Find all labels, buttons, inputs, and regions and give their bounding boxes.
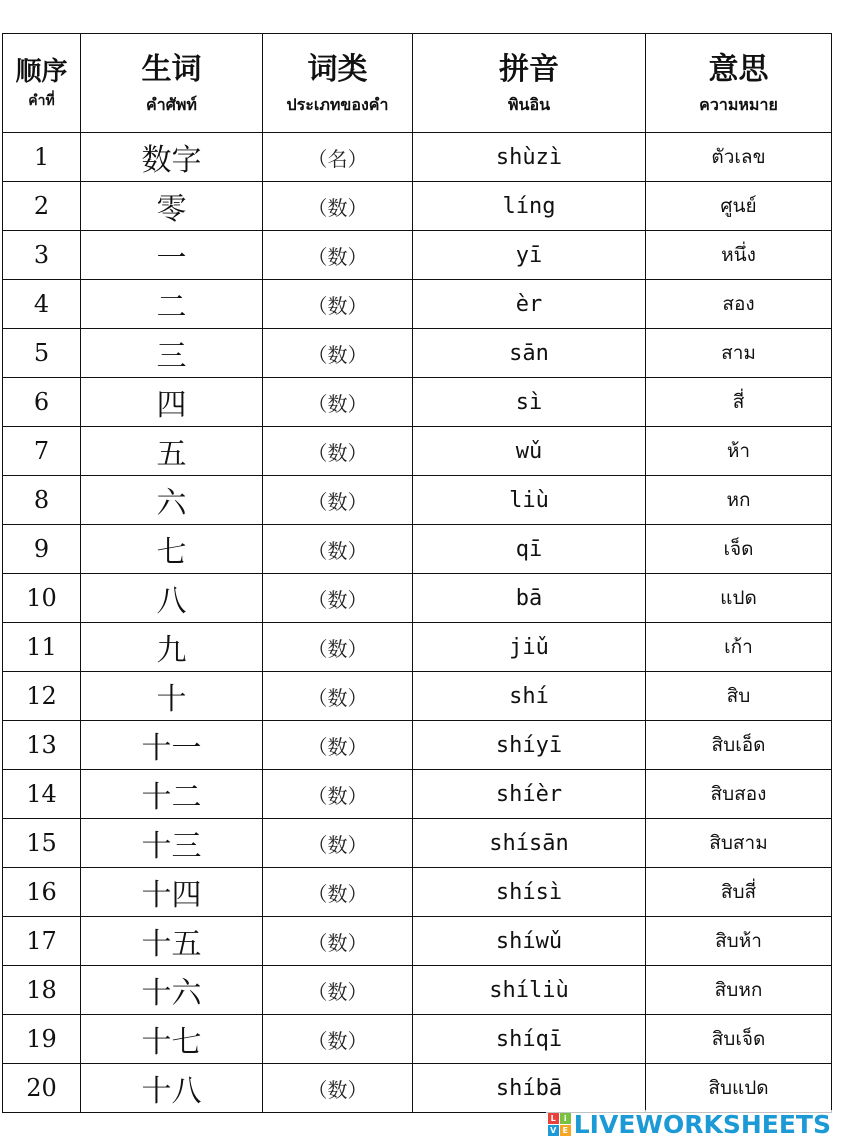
cell-number: 14	[3, 770, 81, 819]
cell-meaning: สิบหก	[646, 966, 832, 1015]
cell-word-class: （数）	[263, 182, 413, 231]
cell-pinyin: sì	[413, 378, 646, 427]
table-row	[3, 182, 832, 231]
cell-word-class: （数）	[263, 917, 413, 966]
table-row	[3, 476, 832, 525]
header-class-cn: 词类	[307, 52, 368, 88]
cell-number: 9	[3, 525, 81, 574]
cell-pinyin: sān	[413, 329, 646, 378]
cell-word: 数字	[81, 133, 263, 182]
table-row	[3, 525, 832, 574]
cell-word: 十七	[81, 1015, 263, 1064]
table-row	[3, 623, 832, 672]
cell-meaning: สิบเอ็ด	[646, 721, 832, 770]
table-row	[3, 574, 832, 623]
cell-meaning: สิบเจ็ด	[646, 1015, 832, 1064]
cell-number: 15	[3, 819, 81, 868]
table-row	[3, 868, 832, 917]
header-row	[3, 34, 832, 133]
logo-letter: V	[548, 1125, 559, 1136]
table-row	[3, 1064, 832, 1113]
table-row	[3, 1015, 832, 1064]
header-word-cn: 生词	[141, 52, 202, 88]
cell-meaning: สาม	[646, 329, 832, 378]
cell-word-class: （数）	[263, 623, 413, 672]
header-word-th: คำศัพท์	[146, 94, 197, 114]
cell-word-class: （数）	[263, 966, 413, 1015]
cell-word: 九	[81, 623, 263, 672]
cell-number: 11	[3, 623, 81, 672]
cell-number: 20	[3, 1064, 81, 1113]
header-order-cn: 顺序	[15, 57, 68, 87]
cell-pinyin: yī	[413, 231, 646, 280]
cell-meaning: หนึ่ง	[646, 231, 832, 280]
cell-meaning: สิบสี่	[646, 868, 832, 917]
logo-letter: L	[548, 1113, 559, 1124]
table-row	[3, 770, 832, 819]
cell-pinyin: shí	[413, 672, 646, 721]
cell-meaning: สิบสอง	[646, 770, 832, 819]
cell-meaning: สี่	[646, 378, 832, 427]
table-row	[3, 231, 832, 280]
cell-pinyin: bā	[413, 574, 646, 623]
cell-pinyin: jiǔ	[413, 623, 646, 672]
cell-word-class: （名）	[263, 133, 413, 182]
cell-word: 十四	[81, 868, 263, 917]
cell-word: 一	[81, 231, 263, 280]
header-class	[263, 34, 413, 133]
cell-number: 1	[3, 133, 81, 182]
cell-number: 17	[3, 917, 81, 966]
cell-word: 八	[81, 574, 263, 623]
cell-pinyin: shíqī	[413, 1015, 646, 1064]
cell-pinyin: shíbā	[413, 1064, 646, 1113]
cell-pinyin: shíwǔ	[413, 917, 646, 966]
cell-word: 十八	[81, 1064, 263, 1113]
cell-number: 10	[3, 574, 81, 623]
cell-word-class: （数）	[263, 476, 413, 525]
cell-word-class: （数）	[263, 819, 413, 868]
cell-number: 4	[3, 280, 81, 329]
table-body	[3, 133, 832, 1113]
cell-word: 三	[81, 329, 263, 378]
cell-meaning: สิบแปด	[646, 1064, 832, 1113]
header-pinyin	[413, 34, 646, 133]
cell-word-class: （数）	[263, 329, 413, 378]
table-row	[3, 672, 832, 721]
cell-word: 十一	[81, 721, 263, 770]
cell-word-class: （数）	[263, 1064, 413, 1113]
header-pinyin-th: พินอิน	[507, 94, 551, 114]
header-class-th: ประเภทของคำ	[286, 94, 389, 114]
cell-meaning: สิบสาม	[646, 819, 832, 868]
cell-word: 六	[81, 476, 263, 525]
cell-number: 18	[3, 966, 81, 1015]
cell-meaning: แปด	[646, 574, 832, 623]
table-row	[3, 329, 832, 378]
header-pinyin-cn: 拼音	[499, 52, 559, 88]
cell-pinyin: liù	[413, 476, 646, 525]
cell-word-class: （数）	[263, 378, 413, 427]
cell-pinyin: líng	[413, 182, 646, 231]
cell-pinyin: shíyī	[413, 721, 646, 770]
cell-pinyin: shíèr	[413, 770, 646, 819]
cell-pinyin: qī	[413, 525, 646, 574]
logo-letter: E	[560, 1125, 571, 1136]
header-word	[81, 34, 263, 133]
cell-word: 十二	[81, 770, 263, 819]
cell-meaning: เจ็ด	[646, 525, 832, 574]
table-row	[3, 378, 832, 427]
cell-meaning: สิบ	[646, 672, 832, 721]
table-row	[3, 133, 832, 182]
cell-number: 6	[3, 378, 81, 427]
cell-word-class: （数）	[263, 868, 413, 917]
cell-number: 2	[3, 182, 81, 231]
cell-number: 8	[3, 476, 81, 525]
cell-word-class: （数）	[263, 721, 413, 770]
cell-meaning: หก	[646, 476, 832, 525]
cell-word: 二	[81, 280, 263, 329]
cell-number: 3	[3, 231, 81, 280]
cell-word-class: （数）	[263, 231, 413, 280]
table-row	[3, 721, 832, 770]
cell-number: 13	[3, 721, 81, 770]
cell-meaning: ศูนย์	[646, 182, 832, 231]
cell-word: 七	[81, 525, 263, 574]
table-row	[3, 917, 832, 966]
cell-word-class: （数）	[263, 770, 413, 819]
cell-number: 7	[3, 427, 81, 476]
cell-number: 5	[3, 329, 81, 378]
liveworksheets-logo-icon	[548, 1113, 571, 1136]
cell-word-class: （数）	[263, 525, 413, 574]
cell-meaning: เก้า	[646, 623, 832, 672]
cell-word-class: （数）	[263, 1015, 413, 1064]
watermark-text: LIVEWORKSHEETS	[573, 1110, 831, 1139]
cell-pinyin: èr	[413, 280, 646, 329]
cell-meaning: ตัวเลข	[646, 133, 832, 182]
cell-pinyin: shíliù	[413, 966, 646, 1015]
cell-word: 十五	[81, 917, 263, 966]
table-row	[3, 819, 832, 868]
cell-number: 16	[3, 868, 81, 917]
cell-word-class: （数）	[263, 574, 413, 623]
table-row	[3, 280, 832, 329]
header-meaning-th: ความหมาย	[699, 94, 778, 114]
cell-pinyin: shísì	[413, 868, 646, 917]
table-row	[3, 427, 832, 476]
cell-pinyin: shùzì	[413, 133, 646, 182]
table-row	[3, 966, 832, 1015]
cell-pinyin: shísān	[413, 819, 646, 868]
header-order-th: คำที่	[28, 92, 55, 109]
header-meaning	[646, 34, 832, 133]
cell-meaning: สิบห้า	[646, 917, 832, 966]
cell-word-class: （数）	[263, 427, 413, 476]
cell-word-class: （数）	[263, 672, 413, 721]
liveworksheets-watermark	[546, 1110, 833, 1139]
logo-letter: i	[560, 1113, 571, 1124]
cell-word-class: （数）	[263, 280, 413, 329]
cell-meaning: สอง	[646, 280, 832, 329]
cell-word: 十六	[81, 966, 263, 1015]
cell-word: 十	[81, 672, 263, 721]
cell-word: 四	[81, 378, 263, 427]
header-meaning-cn: 意思	[708, 52, 769, 88]
cell-number: 12	[3, 672, 81, 721]
cell-word: 零	[81, 182, 263, 231]
vocabulary-table	[2, 33, 832, 1113]
cell-word: 十三	[81, 819, 263, 868]
cell-number: 19	[3, 1015, 81, 1064]
cell-word: 五	[81, 427, 263, 476]
header-order	[3, 34, 81, 133]
cell-pinyin: wǔ	[413, 427, 646, 476]
cell-meaning: ห้า	[646, 427, 832, 476]
